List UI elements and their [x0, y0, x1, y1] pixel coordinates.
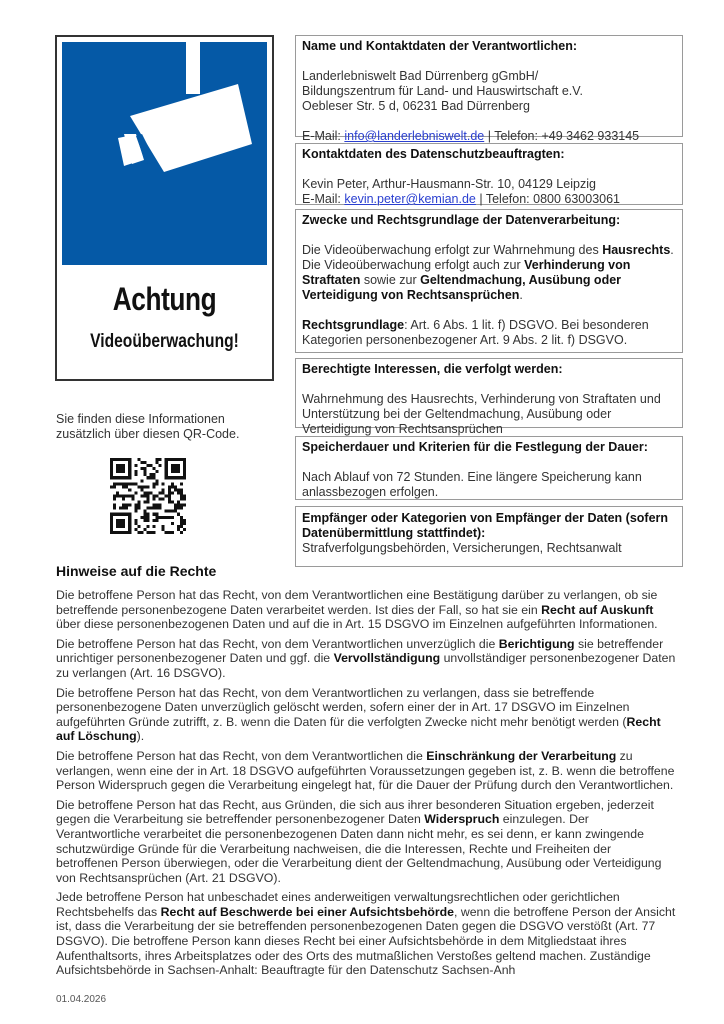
qr-note: Sie finden diese Informationen zusätzlich über diesen QR-Code. [56, 412, 240, 441]
controller-contact-box [295, 35, 683, 143]
video-surveillance-sign [55, 35, 274, 381]
dpo-contact-box [295, 143, 683, 205]
legal-basis-label: Rechtsgrundlage [302, 318, 405, 332]
dpo-heading: Kontaktdaten des Datenschutzbeauftragten: [302, 147, 565, 161]
interests-text: Wahrnehmung des Hausrechts, Verhinderung von Straftaten und Unterstützung bei der Geltendmachung, Ausübung oder Verteidigung von Rechtsansprüchen [302, 392, 661, 436]
dpo-contact-line [302, 192, 676, 207]
dpo-address: Kevin Peter, Arthur-Hausmann-Str. 10, 04129 Leipzig [302, 177, 596, 191]
right-erasure-paragraph [56, 686, 676, 744]
text-run: über diese personenbezogenen Daten und auf die in Art. 15 DSGVO im Einzelnen aufgeführten Informationen. [56, 617, 658, 632]
text-run: Die betroffene Person hat das Recht, von dem Verantwortlichen zu verlangen, dass sie betreffende personenbezogene Daten unverzüglich gelöscht werden, sofern einer der in Art. 17 DSGVO im Einzelnen aufgeführten Gründe zutrifft, z. B. wenn die Daten für die verfolgten Zwecke nicht mehr benötigt werden ( [56, 685, 630, 729]
controller-line: Bildungszentrum für Land- und Hauswirtschaft e.V. [302, 84, 583, 98]
right-access-paragraph [56, 588, 676, 632]
right-complaint-paragraph [56, 890, 676, 978]
retention-text: Nach Ablauf von 72 Stunden. Eine längere Speicherung kann anlassbezogen erfolgen. [302, 470, 642, 499]
text-run: sie betreffender unrichtiger personenbezogener Daten und ggf. die [56, 636, 664, 666]
purpose-text [302, 243, 676, 303]
sign-blue-panel [62, 42, 267, 265]
right-restriction-paragraph [56, 749, 676, 793]
rights-heading: Hinweise auf die Rechte [56, 563, 217, 579]
bold-run: Einschränkung der Verarbeitung [426, 748, 617, 763]
controller-line: Oebleser Str. 5 d, 06231 Bad Dürrenberg [302, 99, 530, 113]
email-label: E-Mail: [302, 129, 345, 143]
bold-run: Geltendmachung, Ausübung oder Verteidigung von Rechtsansprüchen [302, 273, 622, 302]
bold-run: Vervollständigung [333, 651, 441, 666]
text-run: Die Videoüberwachung erfolgt zur Wahrnehmung des [302, 243, 603, 257]
text-run: , wenn die betroffene Person der Ansicht ist, dass die Verarbeitung der sie betreffenden personenbezogenen Daten gegen die DSGVO verstößt (Art. 77 DSGVO). Die betroffene Person kann dieses Recht bei einer Aufsichtsbehörde in dem Mitgliedstaat ihres Aufenthaltsorts, ihres Arbeitsplatzes oder des Orts des mutmaßlichen Verstoßes geltend machen. Zuständige Aufsichtsbehörde in Sachsen-Anhalt: Beauftragte für den Datenschutz Sachsen-Anh [56, 904, 676, 978]
right-rectification-paragraph [56, 637, 676, 681]
footer-date: 01.04.2026 [56, 994, 107, 1005]
text-run: . Die Videoüberwachung erfolgt auch zur [302, 243, 674, 272]
bold-run: Recht auf Löschung [56, 714, 661, 744]
text-run: : Art. 6 Abs. 1 lit. f) DSGVO. Bei besonderen Kategorien personenbezogener Art. 9 Abs. 2 lit. f) DSGVO. [302, 318, 649, 347]
recipients-text: Strafverfolgungsbehörden, Versicherungen, Rechtsanwalt [302, 541, 622, 555]
recipients-box [295, 506, 683, 567]
text-run: einzulegen. Der Verantwortliche verarbeitet die personenbezogenen Daten dann nicht mehr, es sei denn, er kann zwingende schutzwürdige Gründe für die Verarbeitung nachweisen, die die Interessen, Rechte und Freiheiten der betroffenen Person überwiegen, oder die Verarbeitung dient der Geltendmachung, Ausübung oder Verteidigung von Rechtsansprüchen (Art. 21 DSGVO). [56, 812, 662, 885]
text-run: sowie zur [360, 273, 421, 287]
qr-code-icon[interactable] [110, 458, 186, 534]
right-objection-paragraph [56, 798, 676, 886]
text-run: Die betroffene Person hat das Recht, aus Gründen, die sich aus ihrer besonderen Situation ergeben, jederzeit gegen die Verarbeitung sie betreffender personenbezogener Daten [56, 797, 654, 827]
bold-run: Recht auf Auskunft [541, 602, 654, 617]
interests-heading: Berechtigte Interessen, die verfolgt werden: [302, 362, 563, 376]
text-run: Die betroffene Person hat das Recht, von dem Verantwortlichen die [56, 748, 427, 763]
controller-contact-line [302, 129, 676, 144]
text-run: Jede betroffene Person hat unbeschadet eines anderweitigen verwaltungsrechtlichen oder gerichtlichen Rechtsbehelfs das [56, 890, 620, 919]
purpose-heading: Zwecke und Rechtsgrundlage der Datenverarbeitung: [302, 213, 621, 227]
text-run: ). [136, 729, 145, 744]
controller-email-link[interactable]: info@landerlebniswelt.de [344, 129, 485, 143]
sign-title: Achtung [112, 281, 217, 317]
bold-run: Berichtigung [498, 636, 575, 651]
retention-heading: Speicherdauer und Kriterien für die Festlegung der Dauer: [302, 440, 648, 454]
text-run: . [519, 288, 523, 302]
text-run: Die betroffene Person hat das Recht, von dem Verantwortlichen unverzüglich die [56, 636, 499, 651]
text-run: Die betroffene Person hat das Recht, von dem Verantwortlichen eine Bestätigung darüber zu verlangen, ob sie betreffende personenbezogene Daten verarbeitet werden. Ist dies der Fall, so hat sie ein [56, 588, 658, 617]
purpose-box [295, 209, 683, 353]
controller-phone: | Telefon: +49 3462 933145 [484, 129, 640, 143]
retention-box [295, 436, 683, 500]
dpo-email-link[interactable]: kevin.peter@kemian.de [344, 192, 476, 206]
recipients-heading: Empfänger oder Kategorien von Empfänger der Daten (sofern Datenübermittlung stattfindet): [302, 511, 669, 540]
email-label: E-Mail: [302, 192, 345, 206]
controller-line: Landerlebniswelt Bad Dürrenberg gGmbH/ [302, 69, 539, 83]
bold-run: Verhinderung von Straftaten [302, 258, 631, 287]
text-run: zu verlangen, wenn eine der in Art. 18 DSGVO aufgeführten Voraussetzungen gegeben ist, z. B. wenn die betroffene Person Widerspruch gegen die Verarbeitung eingelegt hat, für die Dauer der Prüfung durch den Verantwortlichen. [56, 748, 675, 793]
dpo-phone: | Telefon: 0800 63003061 [475, 192, 621, 206]
rights-section [56, 588, 676, 983]
surveillance-camera-icon [62, 42, 267, 265]
controller-heading: Name und Kontaktdaten der Verantwortlichen: [302, 39, 578, 53]
text-run: unvollständiger personenbezogener Daten zu verlangen (Art. 16 DSGVO). [56, 651, 676, 680]
legal-basis-text [302, 318, 676, 348]
bold-run: Widerspruch [424, 812, 500, 827]
bold-run: Hausrechts [602, 243, 671, 257]
interests-box [295, 358, 683, 436]
bold-run: Recht auf Beschwerde bei einer Aufsichtsbehörde [160, 904, 454, 919]
sign-subtitle: Videoüberwachung! [90, 331, 239, 352]
